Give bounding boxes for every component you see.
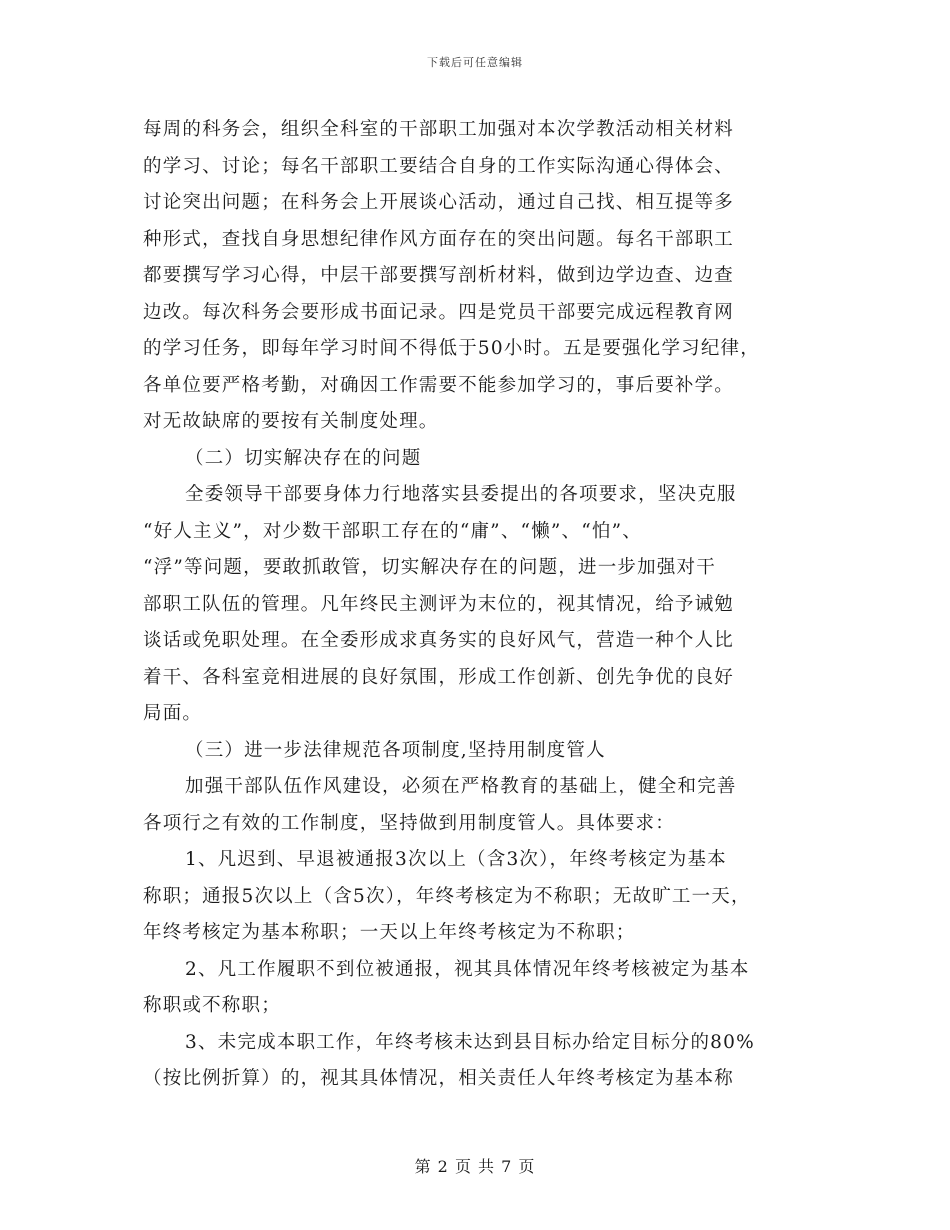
text-line: “好人主义”，对少数干部职工存在的“庸”、“懒”、“怕”、 [143,520,642,542]
text-line: 种形式，查找自身思想纪律作风方面存在的突出问题。每名干部职工 [143,228,735,250]
text-line: 全委领导干部要身体力行地落实县委提出的各项要求，坚决克服 [185,484,737,505]
text-line: 每周的科务会，组织全科室的干部职工加强对本次学教活动相关材料 [143,119,735,140]
text-line: 的学习、讨论；每名干部职工要结合自身的工作实际沟通心得体会、 [143,155,735,177]
text-line: 各单位要严格考勤，对确因工作需要不能参加学习的，事后要补学。 [143,374,735,396]
document-body [143,112,813,1098]
section-heading-2: （二）切实解决存在的问题 [185,447,422,469]
text-line: 称职；通报5次以上（含5次），年终考核定为不称职；无故旷工一天， [143,885,751,907]
page-number-footer: 第 2 页 共 7 页 [414,1157,536,1176]
text-line: 都要撰写学习心得，中层干部要撰写剖析材料，做到边学边查、边查 [143,265,735,286]
list-item: 2、凡工作履职不到位被通报，视其具体情况年终考核被定为基本 [185,958,750,980]
text-line: （按比例折算）的，视其具体情况，相关责任人年终考核定为基本称 [143,1068,735,1089]
text-line: 的学习任务，即每年学习时间不得低于50小时。五是要强化学习纪律， [143,338,760,359]
text-line: 着干、各科室竞相进展的良好氛围，形成工作创新、创先争优的良好 [143,666,735,688]
text-line: 谈话或免职处理。在全委形成求真务实的良好风气，营造一种个人比 [143,630,735,651]
list-item: 3、未完成本职工作，年终考核未达到县目标办给定目标分的80% [185,1031,755,1053]
text-line: 称职或不称职； [143,995,281,1016]
text-line: 讨论突出问题；在科务会上开展谈心活动，通过自己找、相互提等多 [143,192,735,213]
text-line: 部职工队伍的管理。凡年终民主测评为末位的，视其情况，给予诫勉 [143,593,735,615]
section-heading-3: （三）进一步法律规范各项制度,坚持用制度管人 [185,739,606,761]
text-line: 年终考核定为基本称职；一天以上年终考核定为不称职； [143,922,636,943]
text-line: 对无故缺席的要按有关制度处理。 [143,411,439,432]
text-line: 各项行之有效的工作制度，坚持做到用制度管人。具体要求： [143,812,675,834]
header-note: 下载后可任意编辑 [427,56,523,69]
list-item: 1、凡迟到、早退被通报3次以上（含3次），年终考核定为基本 [185,849,727,870]
text-line: 局面。 [143,703,203,724]
text-line: “浮”等问题，要敢抓敢管，切实解决存在的问题，进一步加强对干 [143,557,716,578]
text-line: 边改。每次科务会要形成书面记录。四是党员干部要完成远程教育网 [143,301,735,323]
text-line: 加强干部队伍作风建设，必须在严格教育的基础上，健全和完善 [185,776,737,797]
